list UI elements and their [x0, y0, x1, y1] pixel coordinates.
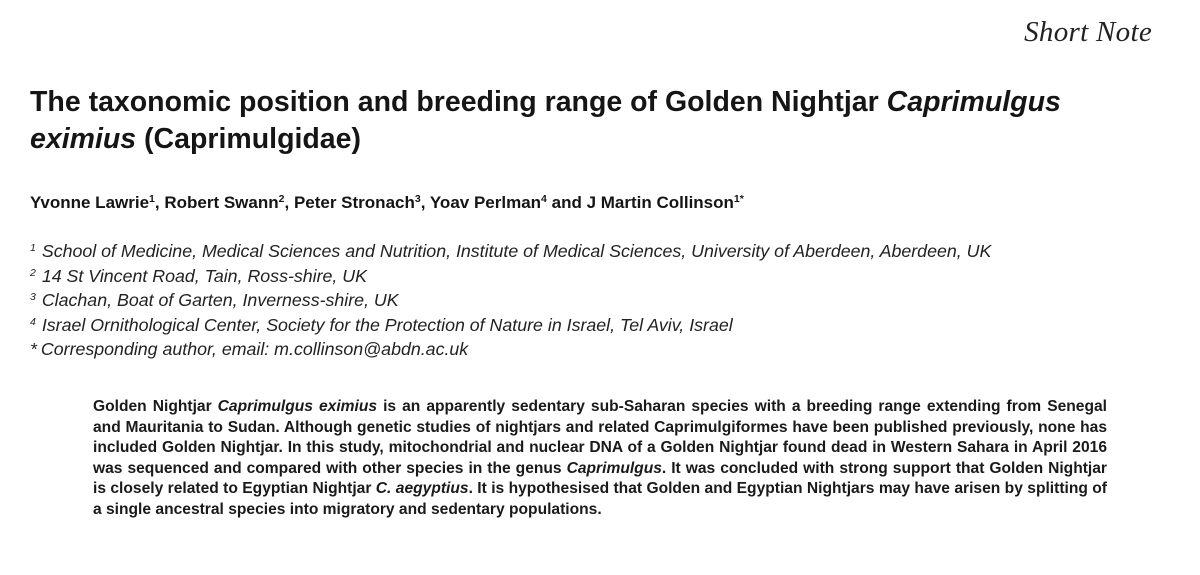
abstract-text: . It is hypothesised that Golden and Egyptian Nightjars may have arisen by splitting of a single ancestral species into migratory and sedentary populations. — [93, 480, 1107, 518]
abstract-text: is an apparently sedentary sub-Saharan species with a breeding range extending from Senegal and Mauritania to Sudan. Although genetic studies of nightjars and related Caprimulgiformes have been published previously, none has included Golden Nightjar. In this study, mitochondrial and nuclear DNA of a Golden Nightjar found dead in Western Sahara in April 2016 was sequenced and compared with other species in the genus — [93, 398, 1107, 477]
affiliation-text: Clachan, Boat of Garten, Inverness-shire, UK — [41, 290, 399, 310]
author-list — [30, 192, 744, 214]
abstract-species-name: Caprimulgus eximius — [217, 398, 378, 415]
author-name: Robert Swann — [164, 193, 279, 212]
title-family: (Caprimulgidae) — [136, 123, 361, 155]
affiliation-mark: 1 — [30, 242, 36, 254]
affiliation-list — [30, 239, 991, 362]
author-name: Yvonne Lawrie — [30, 193, 150, 212]
author-name: J Martin Collinson — [586, 193, 734, 212]
affiliation-mark: 4 — [30, 315, 36, 328]
affiliation-item — [30, 313, 991, 338]
author-separator: and — [546, 193, 587, 212]
author-affiliation-mark: 1* — [733, 193, 744, 205]
author-affiliation-mark: 4 — [541, 193, 547, 205]
affiliation-mark: 3 — [30, 291, 36, 303]
author-affiliation-mark: 3 — [414, 193, 421, 205]
author-separator: , — [154, 193, 165, 212]
article-type-label: Short Note — [1024, 16, 1152, 48]
title-species-name: Caprimulgus eximius — [30, 86, 1061, 155]
author-affiliation-mark: 1 — [149, 193, 155, 205]
abstract-text: Golden Nightjar — [93, 398, 218, 415]
affiliation-mark: 2 — [30, 266, 36, 279]
author-separator: , — [284, 193, 294, 212]
author-name: Yoav Perlman — [429, 193, 542, 212]
affiliation-text: 14 St Vincent Road, Tain, Ross-shire, UK — [41, 265, 368, 286]
abstract-text: . It was concluded with strong support that Golden Nightjar is closely related to Egyptian Nightjar — [93, 459, 1107, 498]
affiliation-text: School of Medicine, Medical Sciences and Nutrition, Institute of Medical Sciences, University of Aberdeen, Aberdeen, UK — [41, 241, 992, 261]
author-affiliation-mark: 2 — [278, 193, 285, 205]
corresponding-mark: * — [30, 339, 37, 359]
title-text: The taxonomic position and breeding range of Golden Nightjar — [30, 86, 887, 118]
abstract-genus-name: Caprimulgus — [566, 459, 662, 477]
affiliation-text: Israel Ornithological Center, Society for the Protection of Nature in Israel, Tel Aviv, Israel — [41, 314, 733, 335]
abstract-species-name: C. aegyptius — [375, 480, 469, 498]
author-name: Peter Stronach — [293, 193, 415, 212]
corresponding-author-email: Corresponding author, email: m.collinson@abdn.ac.uk — [40, 339, 469, 359]
author-separator: , — [420, 193, 430, 212]
affiliation-item — [30, 264, 991, 289]
article-title — [30, 84, 1170, 158]
affiliation-item — [30, 288, 991, 313]
abstract — [93, 397, 1107, 521]
corresponding-author — [30, 337, 991, 362]
affiliation-item — [30, 239, 991, 264]
